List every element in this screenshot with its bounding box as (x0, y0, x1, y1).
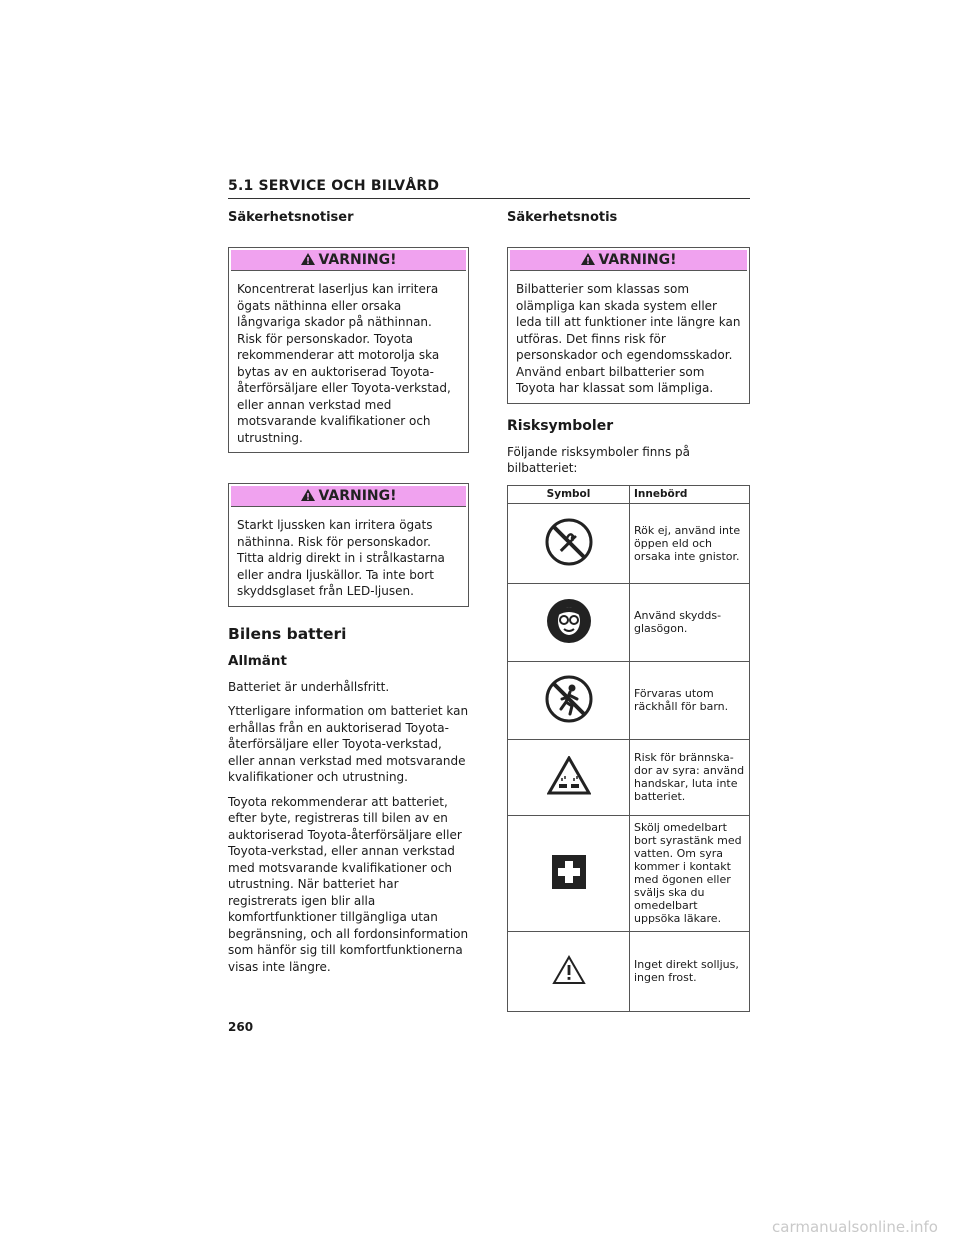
general-warning-icon (552, 955, 586, 985)
corrosive-warning-icon (547, 756, 591, 796)
paragraph: Toyota rekommenderar att batteriet, efter byte, registreras till bilen av en auktoriserad Toyota-återförsäljare eller Toyota-verkstad, eller annan verkstad med motsvarande kvalifikationer och utrustning. När batteriet har registrerats igen blir alla komfortfunktioner tillgängliga utan begränsning, och all fordonsinformation som hänför sig till komfortfunktionerna visas inte längre. (228, 794, 469, 974)
first-aid-icon (552, 855, 586, 889)
subheading-general: Allmänt (228, 652, 287, 669)
table-cell: Rök ej, använd inte öppen eld och orsaka inte gnistor. (630, 503, 750, 583)
table-cell: Förvaras utom räckhåll för barn. (630, 661, 750, 739)
intro-text: Följande risksymboler finns på bilbatteriet: (507, 444, 690, 475)
left-section-title: Säkerhetsnotiser (228, 210, 354, 225)
warning-label: VARNING! (318, 252, 397, 268)
table-row (508, 503, 750, 583)
table-cell: Skölj omedelbart bort syrastänk med vatten. Om syra kommer i kontakt med ögonen eller sväljs ska du omedelbart uppsöka läkare. (630, 815, 750, 931)
warning-triangle-icon (300, 252, 316, 266)
warning-box-light (228, 483, 469, 607)
table-cell: Risk för brännska-dor av syra: använd handskar, luta inte batteriet. (630, 739, 750, 815)
warning-triangle-icon (580, 252, 596, 266)
right-section-title: Säkerhetsnotis (507, 210, 618, 225)
section-header: 5.1 SERVICE OCH BILVÅRD (228, 178, 440, 194)
paragraph: Ytterligare information om batteriet kan erhållas från en auktoriserad Toyota-återförsäljare eller Toyota-verkstad, eller annan verkstad med motsvarande kvalifikationer och utrustning. (228, 704, 469, 784)
table-row (508, 739, 750, 815)
warning-header (231, 250, 466, 271)
section-divider (228, 198, 750, 199)
no-children-icon (545, 675, 593, 723)
warning-header (231, 486, 466, 507)
warning-text: Starkt ljussken kan irritera ögats näthinna. Risk för personskador. Titta aldrig direkt in i strålkastarna eller andra ljuskällor. Ta inte bort skyddsglaset från LED-ljusen. (237, 518, 445, 598)
table-cell: Använd skydds-glasögon. (630, 583, 750, 661)
warning-label: VARNING! (318, 488, 397, 504)
table-row (508, 931, 750, 1011)
safety-goggles-icon (545, 597, 593, 645)
column-header-symbol: Symbol (508, 485, 630, 503)
table-row (508, 583, 750, 661)
right-column (507, 210, 750, 1012)
warning-box-laser (228, 247, 469, 453)
table-cell: Inget direkt solljus, ingen frost. (630, 931, 750, 1011)
risk-symbol-table (507, 485, 750, 1012)
page-number: 260 (228, 1020, 254, 1034)
paragraph: Batteriet är underhållsfritt. (228, 679, 390, 694)
watermark: carmanualsonline.info (772, 1218, 938, 1236)
warning-box-battery (507, 247, 750, 404)
no-smoking-fire-icon (545, 518, 593, 566)
warning-text: Koncentrerat laserljus kan irritera ögats näthinna eller orsaka långvariga skador på näthinnan. Risk för personskador. Toyota rekommenderar att motorolja ska bytas av en auktoriserad Toyota-återförsäljare eller Toyota-verkstad, eller annan verkstad med motsvarande kvalifikationer och utrustning. (237, 282, 451, 445)
table-row (508, 661, 750, 739)
warning-triangle-icon (300, 488, 316, 502)
column-header-meaning: Innebörd (630, 485, 750, 503)
warning-text: Bilbatterier som klassas som olämpliga kan skada system eller leda till att funktioner inte längre kan utföras. Det finns risk för personskador och egendomsskador. Använd enbart bilbatterier som Toyota har klassat som lämpliga. (516, 282, 741, 395)
table-header-row (508, 485, 750, 503)
table-row (508, 815, 750, 931)
heading-battery: Bilens batteri (228, 624, 347, 643)
left-column (228, 210, 469, 983)
heading-risk-symbols: Risksymboler (507, 417, 614, 434)
warning-label: VARNING! (598, 252, 677, 268)
warning-header (510, 250, 747, 271)
